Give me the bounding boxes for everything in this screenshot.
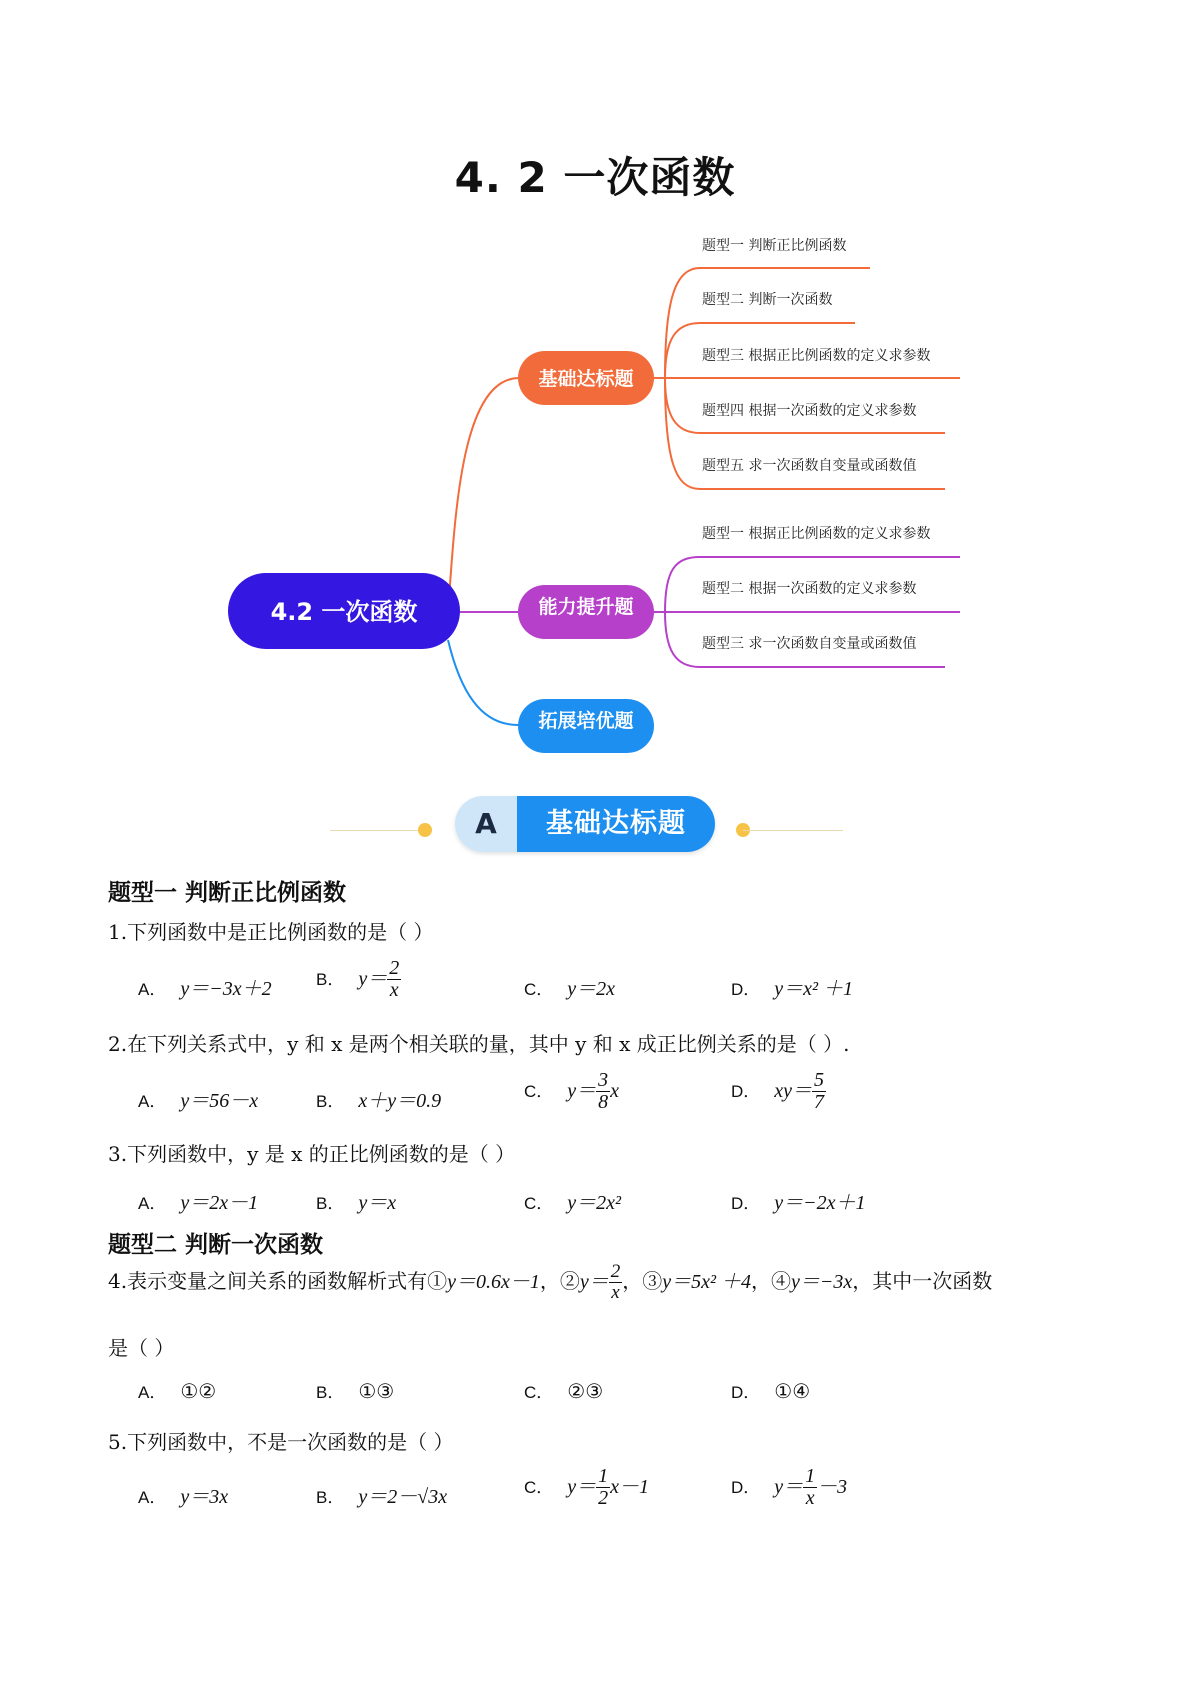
option-a: A． y＝−3x＋2 <box>138 978 272 1000</box>
option-b: B． y＝ $\frac{2}{x}$ <box>316 957 400 1001</box>
banner-line-left <box>330 830 430 831</box>
mind-map <box>0 0 1190 760</box>
option-a: A． ①② <box>138 1379 217 1403</box>
option-a: A． y＝2x－1 <box>138 1192 259 1214</box>
option-d: D． y＝x² ＋1 <box>731 978 854 1000</box>
question-5: 5.下列函数中，不是一次函数的是（ ） <box>108 1430 454 1454</box>
root-link-1 <box>448 378 518 612</box>
option-b: B． ①③ <box>316 1379 395 1403</box>
leaf-label: 题型五 求一次函数自变量或函数值 <box>702 458 917 474</box>
leaf-label: 题型一 根据正比例函数的定义求参数 <box>702 526 931 542</box>
leaf-label: 题型一 判断正比例函数 <box>702 238 847 254</box>
question-4-line2: 是（ ） <box>108 1336 175 1360</box>
banner-line-right <box>743 830 843 831</box>
branch-label-basic: 基础达标题 <box>538 368 634 390</box>
option-d: D． ①④ <box>731 1379 811 1403</box>
option-c: C． y＝ $\frac{3}{8}$ x <box>524 1069 620 1113</box>
leaf-label: 题型二 判断一次函数 <box>702 292 833 308</box>
option-c: C． y＝ $\frac{1}{2}$ x－1 <box>524 1465 650 1509</box>
root-link-3 <box>448 640 518 725</box>
leaf-label: 题型二 根据一次函数的定义求参数 <box>702 581 917 597</box>
section-heading: 题型二 判断一次函数 <box>108 1232 324 1258</box>
question-4: 4.表示变量之间关系的函数解析式有①y＝0.6x－1，②y＝ $\frac{2}{x}$ ，③y＝5x² ＋4，④y＝−3x，其中一次函数 <box>108 1261 993 1303</box>
branch-label-advanced: 能力提升题 <box>538 596 634 618</box>
option-b: B． y＝2－√3x <box>316 1486 448 1508</box>
option-c: C． ②③ <box>524 1379 604 1403</box>
option-c: C． y＝2x <box>524 978 616 1000</box>
option-d: D． xy＝ $\frac{5}{7}$ <box>731 1069 825 1113</box>
page-title: 4. 2 一次函数 <box>454 153 736 202</box>
leaf-label: 题型四 根据一次函数的定义求参数 <box>702 403 917 419</box>
option-d: D． y＝−2x＋1 <box>731 1192 866 1214</box>
option-b: B． x＋y＝0.9 <box>316 1090 442 1112</box>
option-a: A． y＝3x <box>138 1486 229 1508</box>
leaf-label: 题型三 求一次函数自变量或函数值 <box>702 636 917 652</box>
banner-text: 基础达标题 <box>517 796 715 852</box>
option-d: D． y＝ $\frac{1}{x}$ －3 <box>731 1465 848 1509</box>
mindmap-root-label: 4.2 一次函数 <box>270 598 418 626</box>
question-3: 3.下列函数中，y 是 x 的正比例函数的是（ ） <box>108 1142 516 1166</box>
section-heading: 题型一 判断正比例函数 <box>108 880 347 906</box>
branch-label-extension: 拓展培优题 <box>538 710 634 732</box>
section-banner <box>455 796 715 852</box>
option-b: B． y＝x <box>316 1192 397 1214</box>
option-a: A． y＝56－x <box>138 1090 259 1112</box>
question-1: 1.下列函数中是正比例函数的是（ ） <box>108 920 434 944</box>
leaf-label: 题型三 根据正比例函数的定义求参数 <box>702 348 931 364</box>
banner-dot-left <box>418 823 432 837</box>
option-c: C． y＝2x² <box>524 1192 622 1214</box>
banner-letter: A <box>455 796 517 852</box>
question-2: 2.在下列关系式中，y 和 x 是两个相关联的量，其中 y 和 x 成正比例关系的是（ ）. <box>108 1032 850 1056</box>
